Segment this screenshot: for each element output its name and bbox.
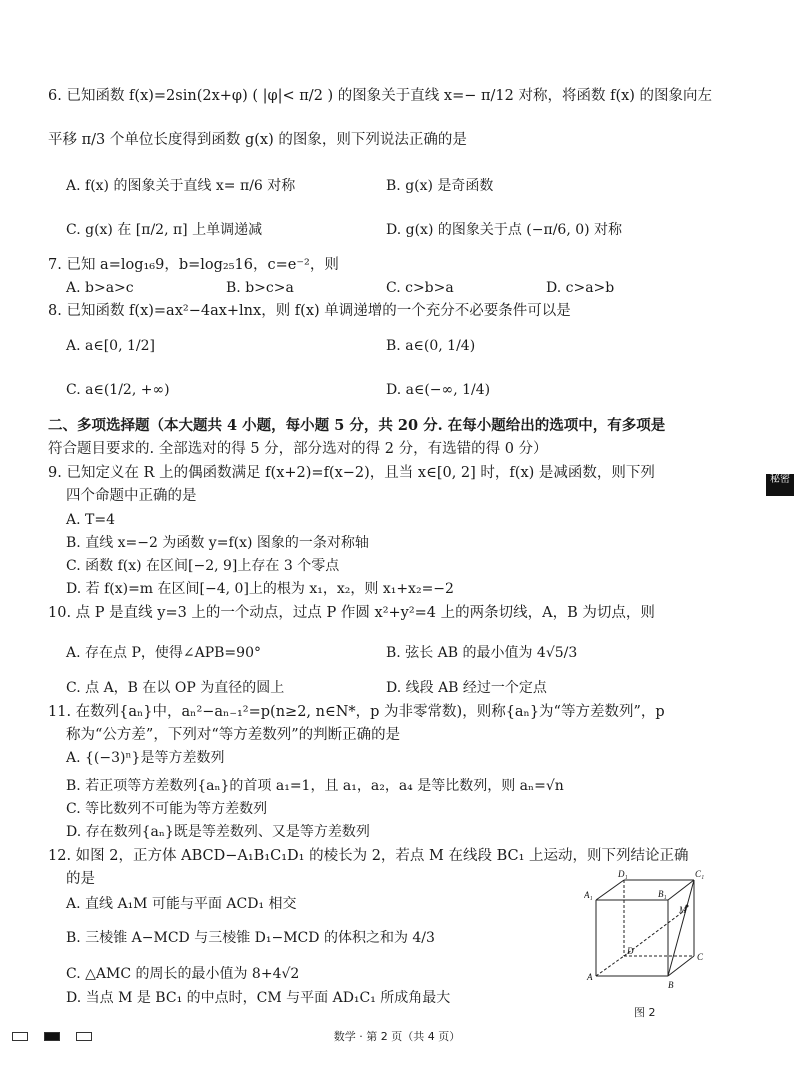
q8-option-c: C. a∈(1/2, +∞)	[66, 382, 170, 398]
edge-ad-hidden	[596, 956, 624, 976]
secret-tab: 秘密	[766, 474, 794, 496]
q9-option-b: B. 直线 x=−2 为函数 y=f(x) 图象的一条对称轴	[66, 535, 369, 551]
edge-bc1	[668, 880, 694, 976]
q7-stem: 7. 已知 a=log₁₆9，b=log₂₅16，c=e⁻²，则	[48, 257, 339, 273]
q8-option-a: A. a∈[0, 1/2]	[66, 338, 155, 354]
q11-option-c: C. 等比数列不可能为等方差数列	[66, 801, 268, 817]
q12-stem-line1: 12. 如图 2，正方体 ABCD−A₁B₁C₁D₁ 的棱长为 2，若点 M 在线段 BC₁ 上运动，则下列结论正确	[48, 848, 689, 864]
edge-a1d1	[596, 880, 624, 900]
q8-option-b: B. a∈(0, 1/4)	[386, 338, 476, 354]
label-b1: B₁	[658, 889, 667, 899]
q9-stem-line1: 9. 已知定义在 R 上的偶函数满足 f(x+2)=f(x−2)，且当 x∈[0, 2] 时，f(x) 是减函数，则下列	[48, 465, 655, 481]
q8-stem: 8. 已知函数 f(x)=ax²−4ax+lnx，则 f(x) 单调递增的一个充分不必要条件可以是	[48, 303, 571, 319]
label-d1: D₁	[618, 869, 628, 879]
q12-option-c: C. △AMC 的周长的最小值为 8+4√2	[66, 966, 300, 982]
label-a1: A₁	[584, 890, 593, 900]
q10-option-a: A. 存在点 P，使得∠APB=90°	[66, 645, 261, 661]
label-d: D	[627, 946, 634, 956]
q7-option-c: C. c>b>a	[386, 280, 454, 296]
q11-stem-line2: 称为“公方差”，下列对“等方差数列”的判断正确的是	[66, 727, 401, 743]
q7-option-b: B. b>c>a	[226, 280, 294, 296]
q9-option-d: D. 若 f(x)=m 在区间[−4, 0]上的根为 x₁，x₂，则 x₁+x₂=−2	[66, 581, 454, 597]
label-a: A	[587, 972, 593, 982]
q8-option-d: D. a∈(−∞, 1/4)	[386, 382, 491, 398]
label-c: C	[697, 952, 704, 962]
q6-option-d: D. g(x) 的图象关于点 (−π/6, 0) 对称	[386, 222, 623, 238]
q10-option-b: B. 弦长 AB 的最小值为 4√5/3	[386, 645, 578, 661]
edge-bc	[668, 956, 694, 976]
q9-stem-line2: 四个命题中正确的是	[66, 488, 197, 504]
q11-option-b: B. 若正项等方差数列{aₙ}的首项 a₁=1，且 a₁，a₂，a₄ 是等比数列，则 aₙ=√n	[66, 778, 564, 794]
label-m: M	[679, 905, 687, 915]
figure-caption: 图 2	[634, 1006, 656, 1019]
q12-option-b: B. 三棱锥 A−MCD 与三棱锥 D₁−MCD 的体积之和为 4/3	[66, 930, 435, 946]
label-c1: C₁	[695, 869, 705, 879]
q11-option-a: A. {(−3)ⁿ}是等方差数列	[66, 750, 225, 766]
label-b: B	[668, 980, 674, 990]
q6-option-a: A. f(x) 的图象关于直线 x= π/6 对称	[66, 178, 296, 194]
q6-stem-line1: 6. 已知函数 f(x)=2sin(2x+φ) ( |φ|< π/2 ) 的图象关于直线 x=− π/12 对称，将函数 f(x) 的图象向左	[48, 88, 713, 104]
page-footer: 数学 · 第 2 页（共 4 页）	[333, 1030, 461, 1043]
section2-heading-line2: 符合题目要求的. 全部选对的得 5 分，部分选对的得 2 分，有选错的得 0 分）	[48, 441, 548, 457]
q9-option-a: A. T=4	[66, 512, 115, 528]
q9-option-c: C. 函数 f(x) 在区间[−2, 9]上存在 3 个零点	[66, 558, 340, 574]
edge-b1c1	[668, 880, 694, 900]
q12-option-d: D. 当点 M 是 BC₁ 的中点时，CM 与平面 AD₁C₁ 所成角最大	[66, 990, 451, 1006]
q12-stem-line2: 的是	[66, 871, 95, 887]
section2-heading-line1: 二、多项选择题（本大题共 4 小题，每小题 5 分，共 20 分. 在每小题给出的选项中，有多项是	[48, 417, 666, 434]
q6-option-b: B. g(x) 是奇函数	[386, 178, 494, 194]
q10-option-d: D. 线段 AB 经过一个定点	[386, 680, 547, 696]
q11-option-d: D. 存在数列{aₙ}既是等差数列、又是等方差数列	[66, 824, 370, 840]
q7-option-d: D. c>a>b	[546, 280, 615, 296]
q10-option-c: C. 点 A，B 在以 OP 为直径的圆上	[66, 680, 285, 696]
cube-figure	[584, 868, 714, 1018]
q7-option-a: A. b>a>c	[66, 280, 134, 296]
segment-cm-hidden	[624, 908, 688, 956]
q6-stem-line2: 平移 π/3 个单位长度得到函数 g(x) 的图象，则下列说法正确的是	[48, 132, 467, 148]
q6-option-c: C. g(x) 在 [π/2, π] 上单调递减	[66, 222, 263, 238]
q11-stem-line1: 11. 在数列{aₙ}中，aₙ²−aₙ₋₁²=p(n≥2, n∈N*，p 为非零常数)，则称{aₙ}为“等方差数列”，p	[48, 704, 665, 720]
q10-stem: 10. 点 P 是直线 y=3 上的一个动点，过点 P 作圆 x²+y²=4 上的两条切线，A，B 为切点，则	[48, 605, 655, 621]
q12-option-a: A. 直线 A₁M 可能与平面 ACD₁ 相交	[66, 896, 297, 912]
